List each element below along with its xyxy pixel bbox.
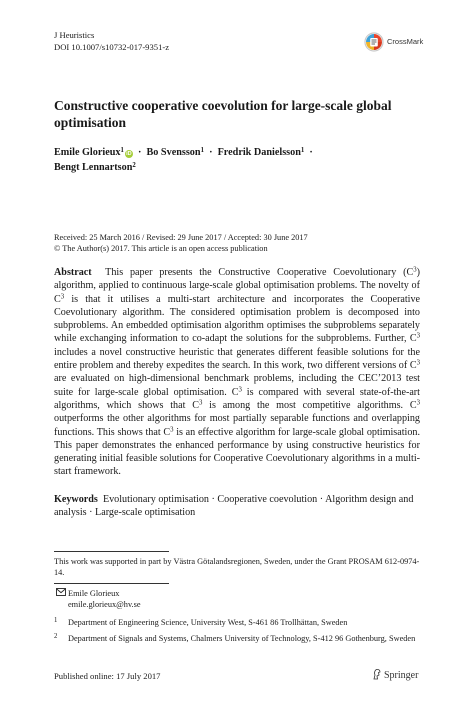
abstract-fragment: This paper presents the Constructive Cooperative Coevolutionary (C (105, 267, 414, 278)
affiliation-1 (54, 617, 424, 628)
envelope-icon (54, 588, 68, 596)
journal-name: J Heuristics (54, 30, 95, 40)
author-list: Emile Glorieux$^1$ iD · Bo Svensson$^1$ · Fredrik Danielsson$^1$ · Bengt Lennartson$^2$ (54, 147, 313, 173)
abstract-label: Abstract (54, 267, 92, 278)
superscript: 3 (170, 426, 174, 434)
abstract-text (54, 267, 420, 477)
paper-title: Constructive cooperative coevolution for large-scale global optimisation (54, 98, 392, 130)
footnote-divider (54, 551, 169, 552)
publisher-logo[interactable] (372, 668, 418, 681)
superscript: 3 (416, 399, 421, 407)
affiliation-2 (54, 633, 424, 644)
superscript: 3 (413, 266, 417, 274)
contact-name: Emile Glorieux (68, 589, 120, 598)
corresponding-author (54, 588, 141, 610)
abstract-fragment: outperforms the other algorithms for most partially separable functions and overlapping functions. This shows that C (54, 413, 420, 438)
abstract-fragment: ) algorithm, applied to continuous large-scale global optimisation problems. The novelty of C (54, 267, 420, 305)
abstract-fragment: are evaluated on high-dimensional benchmark problems, including the CEC’2013 test suite for large-scale global optimisation. C (54, 373, 420, 398)
abstract-fragment: includes a novel constructive heuristic that generates different feasible solutions for the entire problem and thereby expedites the search. In this work, two different versions of C (54, 346, 420, 372)
doi[interactable]: DOI 10.1007/s10732-017-9351-z (54, 41, 170, 52)
crossmark-icon (364, 32, 384, 52)
keywords (54, 493, 420, 520)
author-name[interactable]: Fredrik Danielsson (217, 147, 301, 158)
affiliation-number: 2 (54, 633, 58, 640)
orcid-icon[interactable]: iD (126, 151, 132, 157)
author-name[interactable]: Emile Glorieux (54, 147, 121, 158)
keywords-text: Evolutionary optimisation · Cooperative coevolution · Algorithm design and analysis · Large-scale optimisation (54, 494, 414, 519)
funding-note: This work was supported in part by Västra Götalandsregionen, Sweden, under the Grant PROSAM 612-0974-14. (54, 557, 420, 578)
superscript: 3 (198, 399, 203, 407)
superscript: 3 (60, 293, 65, 301)
affiliation-marker: 1 (120, 147, 124, 154)
affiliation-text: Department of Signals and Systems, Chalmers University of Technology, S-412 96 Gothenburg, Sweden (68, 634, 416, 643)
affiliation-marker: 2 (132, 161, 136, 169)
copyright-notice: © The Author(s) 2017. This article is an open access publication (54, 244, 268, 254)
author-name[interactable]: Bo Svensson (146, 147, 201, 158)
keywords-label: Keywords (54, 494, 98, 505)
crossmark-badge[interactable] (364, 32, 424, 52)
footnote-divider (54, 583, 169, 584)
affiliation-marker: 1 (300, 147, 305, 154)
affiliation-marker: 1 (200, 147, 204, 154)
affiliation-number: 1 (54, 617, 58, 624)
abstract (54, 266, 420, 479)
article-history (54, 232, 434, 254)
contact-email[interactable]: emile.glorieux@hv.se (68, 600, 141, 610)
superscript: 3 (238, 386, 242, 394)
history-dates: Received: 25 March 2016 / Revised: 29 June 2017 / Accepted: 30 June 2017 (54, 233, 308, 242)
springer-horse-icon (372, 668, 382, 680)
crossmark-label: CrossMark (387, 37, 424, 46)
affiliation-text: Department of Engineering Science, University West, S-461 86 Trollhättan, Sweden (68, 618, 348, 627)
author-name[interactable]: Bengt Lennartson (54, 161, 133, 173)
published-date: Published online: 17 July 2017 (54, 671, 161, 681)
abstract-fragment: is among the most competitive algorithms. C (202, 399, 417, 411)
superscript: 3 (416, 359, 420, 367)
superscript: 3 (416, 332, 420, 340)
abstract-fragment: is an effective algorithm for large-scale global optimisation. This paper demonstrates the enhanced performance by using constructive heuristics for generating initial feasible solutions for Cooperative Coevolutionary algorithms in a multi-start framework. (54, 426, 420, 478)
abstract-fragment: is that it utilises a multi-start architecture and incorporates the Cooperative Coevolutionary algorithm. The considered optimisation problem is decomposed into subproblems. An embedded optimisation algorithm optimises the subproblems separately while exchanging information to co-adapt the solutions for the subproblems. Further, C (54, 293, 420, 345)
abstract-fragment: is compared with several state-of-the-art algorithms, which shows that C (54, 386, 420, 411)
journal-header (54, 30, 169, 53)
publisher-name: Springer (384, 670, 419, 681)
